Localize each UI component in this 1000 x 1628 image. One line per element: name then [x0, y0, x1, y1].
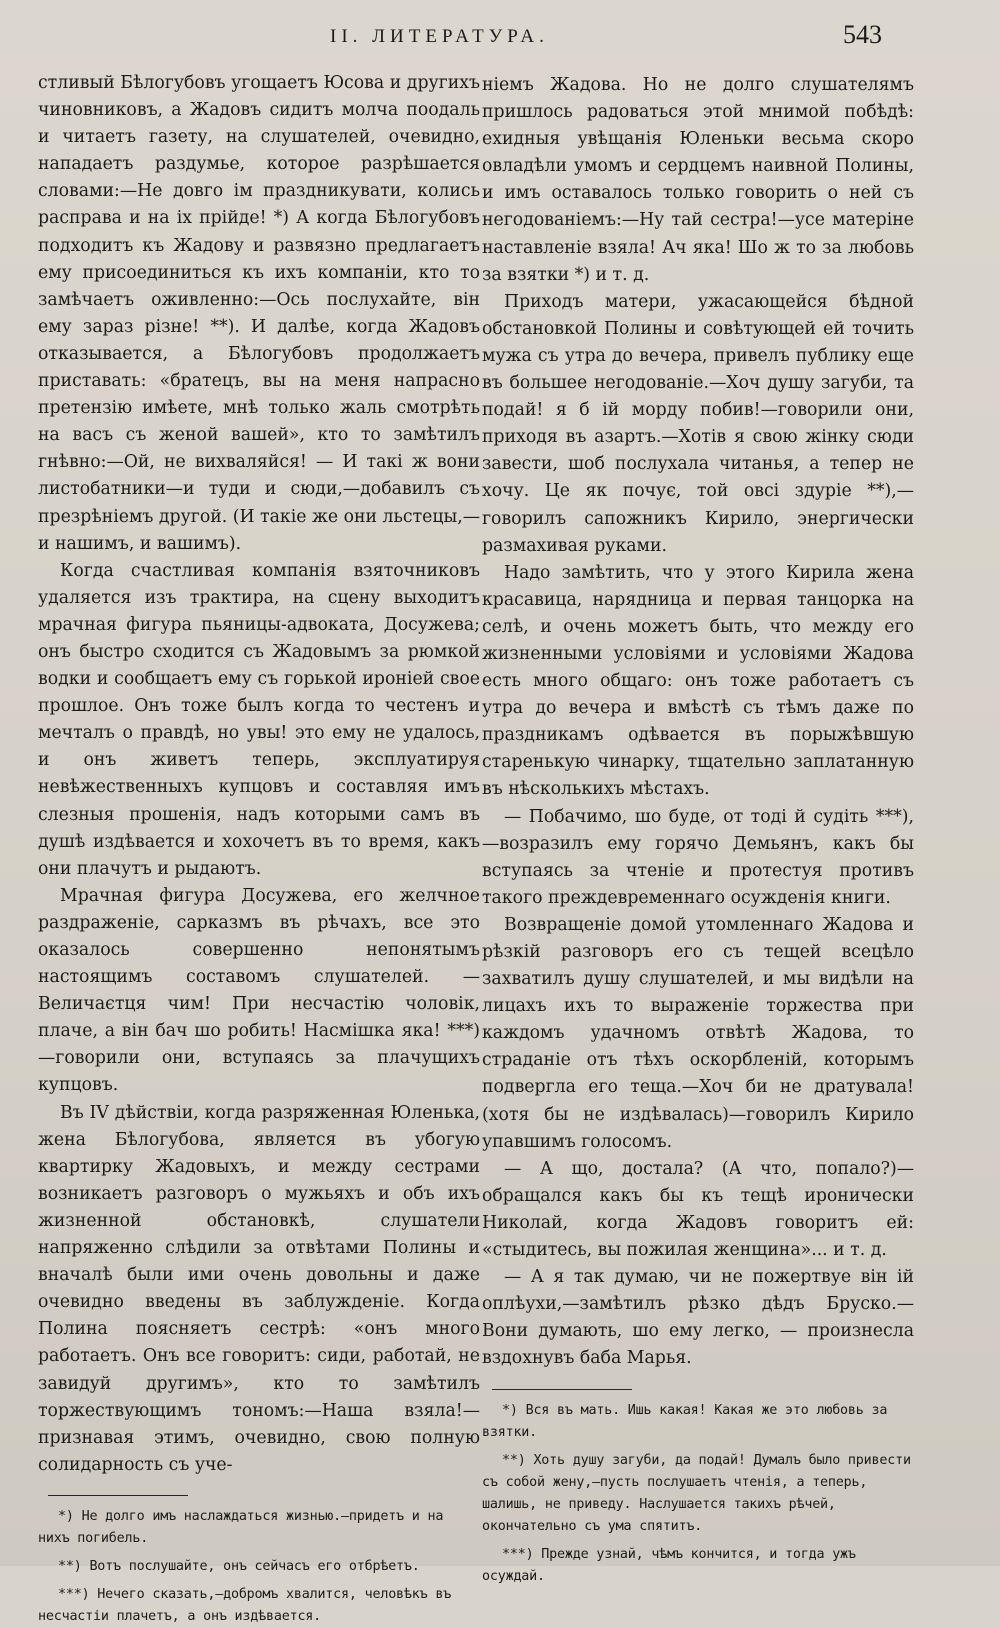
footnote: **) Вотъ послушайте, онъ сейчасъ его отбрѣетъ.: [58, 1558, 420, 1574]
right-column: [482, 72, 914, 1584]
page-number: 543: [843, 20, 882, 49]
paragraph: — А що, достала? (А что, попало?)—обращался какъ бы къ тещѣ иронически Николай, когда Жадовъ говоритъ ей: «стыдитесь, вы пожилая женщина»... и т. д.: [482, 1158, 914, 1261]
paragraph: Въ IV дѣйствіи, когда разряженная Юленька, жена Бѣлогубова, является въ убогую квартирку Жадовыхъ, и между сестрами возникаетъ разговоръ о мужьяхъ и объ ихъ жизненной обстановкѣ, слушатели напряженно слѣдили за отвѣтами Полины и вначалѣ были ими очень довольны и даже очевидно введены въ заблужденіе. Когда Полина поясняетъ сестрѣ: «онъ много работаетъ. Онъ все говоритъ: сиди, работай, не завидуй другимъ», кто то замѣтилъ торжествующимъ тономъ:—Наша взяла!—признавая этимъ, очевидно, свою полную солидарность съ уче-: [38, 1102, 480, 1475]
footnote: ***) Нечего сказать,—добромъ хвалится, человѣкъ въ несчастіи плачетъ, а онъ издѣвается.: [38, 1586, 452, 1624]
footnote: **) Хоть душу загуби, да подай! Думалъ было привести съ собой жену,—пусть послушаетъ чтенія, а теперь, шалишь, не приведу. Наслушается такихъ рѣчей, окончательно съ ума спятитъ.: [482, 1452, 911, 1534]
footnote-rule: [492, 1389, 632, 1390]
paragraph: Когда счастливая компанія взяточниковъ удаляется изъ трактира, на сцену выходитъ мрачная фигура пьяницы-адвоката, Досужева; онъ быстро сходится съ Жадовымъ за рюмкой водки и сообщаетъ ему съ горькой иронiей свое прошлое. Онъ тоже былъ когда то честенъ и мечталъ о правдѣ, но увы! это ему не удалось, и онъ живетъ теперь, эксплуатируя невѣжественныхъ купцовъ и составляя имъ слезныя прошенія, надъ которыми самъ въ душѣ издѣвается и хохочетъ въ то время, какъ они плачутъ и рыдаютъ.: [38, 560, 480, 879]
paragraph: — А я так думаю, чи не пожертвуе він ій оплѣухи,—замѣтилъ рѣзко дѣдъ Бруско.— Вони думають, шо ему легко, — произнесла вздохнувъ баба Марья.: [482, 1267, 914, 1369]
page-header: [0, 18, 1000, 58]
left-column: [38, 70, 481, 1624]
paragraph: Мрачная фигура Досужева, его желчное раздраженіе, сарказмъ въ рѣчахъ, все это оказалось совершенно непонятымъ настоящимъ составомъ слушателей. — Величаєтця чим! При несчастію чоловік, плаче, а він бач шо робить! Насмішка яка! ***)—говорили они, вступаясь за плачущихъ купцовъ.: [38, 885, 480, 1096]
footnote: *) Вся въ мать. Ишь какая! Какая же это любовь за взятки.: [482, 1402, 888, 1440]
footnote: ***) Прежде узнай, чѣмъ кончится, и тогда ужъ осуждай.: [482, 1546, 856, 1584]
footnote: *) Не долго имъ наслаждаться жизнью.—придетъ и на нихъ погибель.: [38, 1508, 444, 1546]
paragraph: Приходъ матери, ужасающейся бѣдной обстановкой Полины и совѣтующей ей точить мужа съ утра до вечера, привелъ публику еще въ большее негодованіе.—Хоч душу загуби, та подай! я б ій морду побив!—говорили они, приходя въ азартъ.—Хотів я свою жінку сюди завести, шоб послухала читанья, а тепер не хочу. Це як почує, той овсі здуріе **),—говорилъ сапожникъ Кирило, энергически размахивая руками.: [482, 291, 914, 556]
paragraph: стливый Бѣлогубовъ угощаетъ Юсова и другихъ чиновниковъ, а Жадовъ сидитъ молча поодаль и читаетъ газету, на слушателей, очевидно, нападаетъ раздумье, которое разрѣшается словами:—Не довго ім праздникувати, колись расправа и на іх прійде! *) А когда Бѣлогубовъ подходитъ къ Жадову и развязно предлагаетъ ему присоединиться къ ихъ компаніи, кто то замѣчаетъ оживленно:—Ось послухайте, він ему зараз різне! **). И далѣе, когда Жадовъ отказывается, а Бѣлогубовъ продолжаетъ приставать: «братецъ, вы на меня напрасно претензію имѣете, мнѣ только жаль смотрѣть на васъ съ женой вашей», кто то замѣтилъ гнѣвно:—Ой, не вихваляйся! — И такі ж вони листобатники—и туди и сюди,—добавилъ съ презрѣніемъ другой. (И такіе же они льстецы,—и нашимъ, и вашимъ).: [38, 73, 481, 554]
paragraph: — Побачимо, шо буде, от тоді й судіть ***), —возразилъ ему горячо Демьянъ, какъ бы вступаясь за чтеніе и протестуя противъ такого преждевременнаго осужденія книги.: [482, 806, 914, 908]
paragraph: Возвращеніе домой утомленнаго Жадова и рѣзкій разговоръ его съ тещей всецѣло захватилъ душу слушателей, и мы видѣли на лицахъ ихъ то выраженіе торжества при каждомъ удачномъ отвѣтѣ Жадова, то страданіе отъ тѣхъ оскорбленій, которымъ подвергла его теща.—Хоч би не дратувала! (хотя бы не издѣвалась)—говорилъ Кирило упавшимъ голосомъ.: [482, 914, 914, 1152]
paragraph: ніемъ Жадова. Но не долго слушателямъ пришлось радоваться этой мнимой побѣдѣ: ехидныя увѣщанія Юленьки весьма скоро овладѣли умомъ и сердцемъ наивной Полины, и имъ оставалось только говорить о ней съ негодованіемъ:—Ну тай сестра!—усе матеріне наставленіе взяла! Ач яка! Шо ж то за любовь за взятки *) и т. д.: [482, 75, 914, 285]
running-title: II. ЛИТЕРАТУРА.: [330, 26, 549, 47]
footnote-rule: [48, 1495, 188, 1496]
paragraph: Надо замѣтить, что у этого Кирила жена красавица, нарядница и первая танцорка на селѣ, и очень можетъ быть, что между его жизненными условіями и условіями Жадова есть много общаго: онъ тоже работаетъ съ утра до вечера и вмѣстѣ съ тѣмъ даже по праздникамъ одѣвается въ порыжѣвшую старенькую чинарку, тщательно заплатанную въ нѣсколькихъ мѣстахъ.: [482, 562, 914, 800]
